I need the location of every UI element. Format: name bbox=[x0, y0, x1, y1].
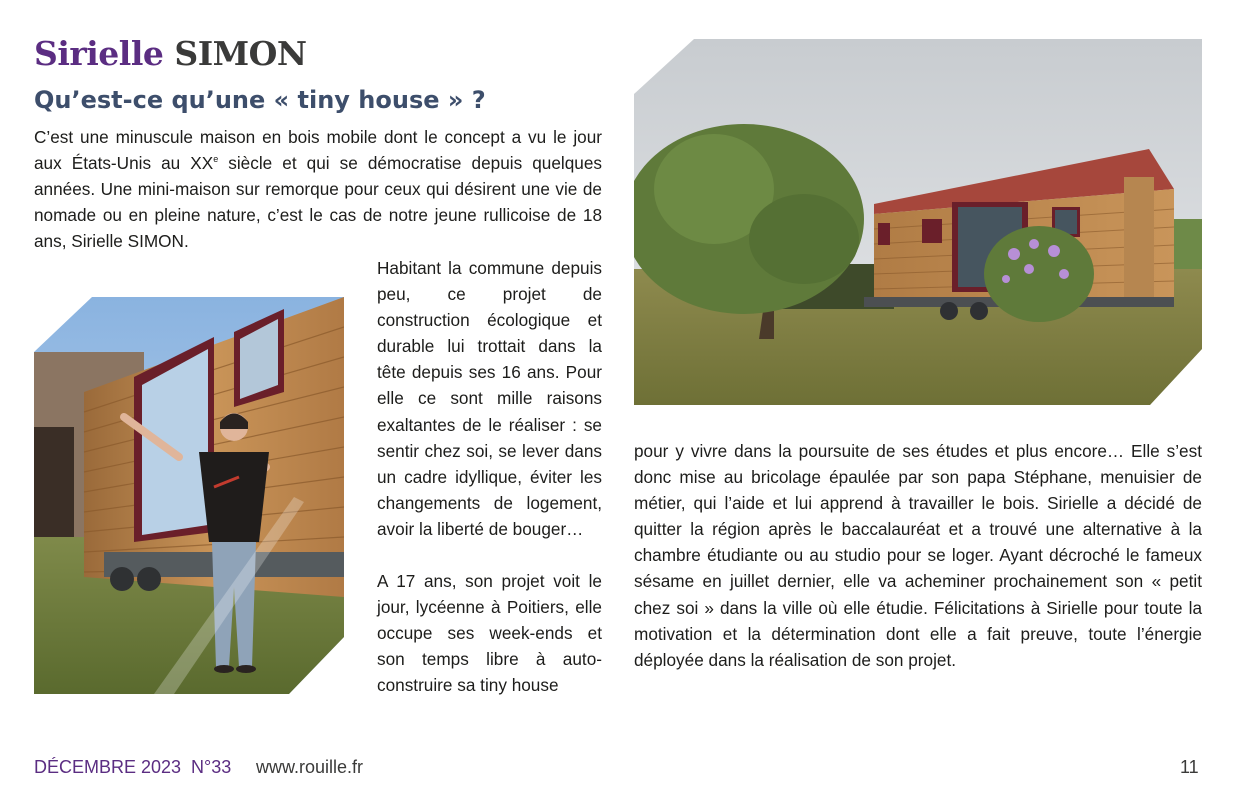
title-first-name: Sirielle bbox=[34, 34, 164, 73]
title-last-name: SIMON bbox=[174, 34, 307, 73]
right-paragraph: pour y vivre dans la poursuite de ses études et plus encore… Elle s’est donc mise au bricolage épaulée par son papa Stéphane, menuisier de métier, qui l’aide et lui apprend à travailler le bois. Sirielle a décidé de quitter la région après le baccalauréat et a trouvé une alternative à la chambre étudiante ou au studio pour se loger. Ayant décroché le fameux sésame en juillet dernier, elle va acheminer prochainement son « petit chez soi » dans la ville où elle étudie. Félicitations à Sirielle pour toute la motivation et la détermination dont elle a fait preuve, toute l’énergie déployée dans la réalisation de son projet. bbox=[634, 441, 1202, 670]
intro-text-end: siècle et qui se démocratise depuis quelques années. Une mini-maison sur remorque pour ceux qui désirent une vie de nomade ou en pleine nature, c’est le cas de notre jeune rullicoise de 18 ans, Sirielle SIMON. bbox=[34, 153, 602, 252]
photo-tiny-house-garden bbox=[634, 39, 1202, 405]
article-subtitle: Qu’est-ce qu’une « tiny house » ? bbox=[34, 86, 486, 114]
side-paragraph-1: Habitant la commune depuis peu, ce projet de construction écologique et durable lui trottait dans la tête depuis ses 16 ans. Pour elle ce sont mille raisons exaltantes de le réaliser : se sentir chez soi, se lever dans un cadre idyllique, éviter les changements de logement, avoir la liberté de bouger… bbox=[377, 258, 602, 539]
footer-issue-date: DÉCEMBRE 2023 N°33 bbox=[34, 757, 232, 777]
photo-girl-tiny-house bbox=[34, 297, 344, 694]
article-title bbox=[34, 34, 307, 74]
intro-text-start: C’est une minuscule maison en bois mobile dont le concept a vu le jour aux États-Unis au XX bbox=[34, 127, 602, 174]
century-superscript: e bbox=[213, 154, 219, 165]
footer-website: www.rouille.fr bbox=[256, 757, 364, 777]
footer-page-number: 11 bbox=[1180, 757, 1199, 777]
side-paragraph-2: A 17 ans, son projet voit le jour, lycéenne à Poitiers, elle occupe ses week-ends et son temps libre à autoconstruire sa tiny house bbox=[377, 571, 602, 696]
intro-paragraph bbox=[34, 124, 602, 254]
